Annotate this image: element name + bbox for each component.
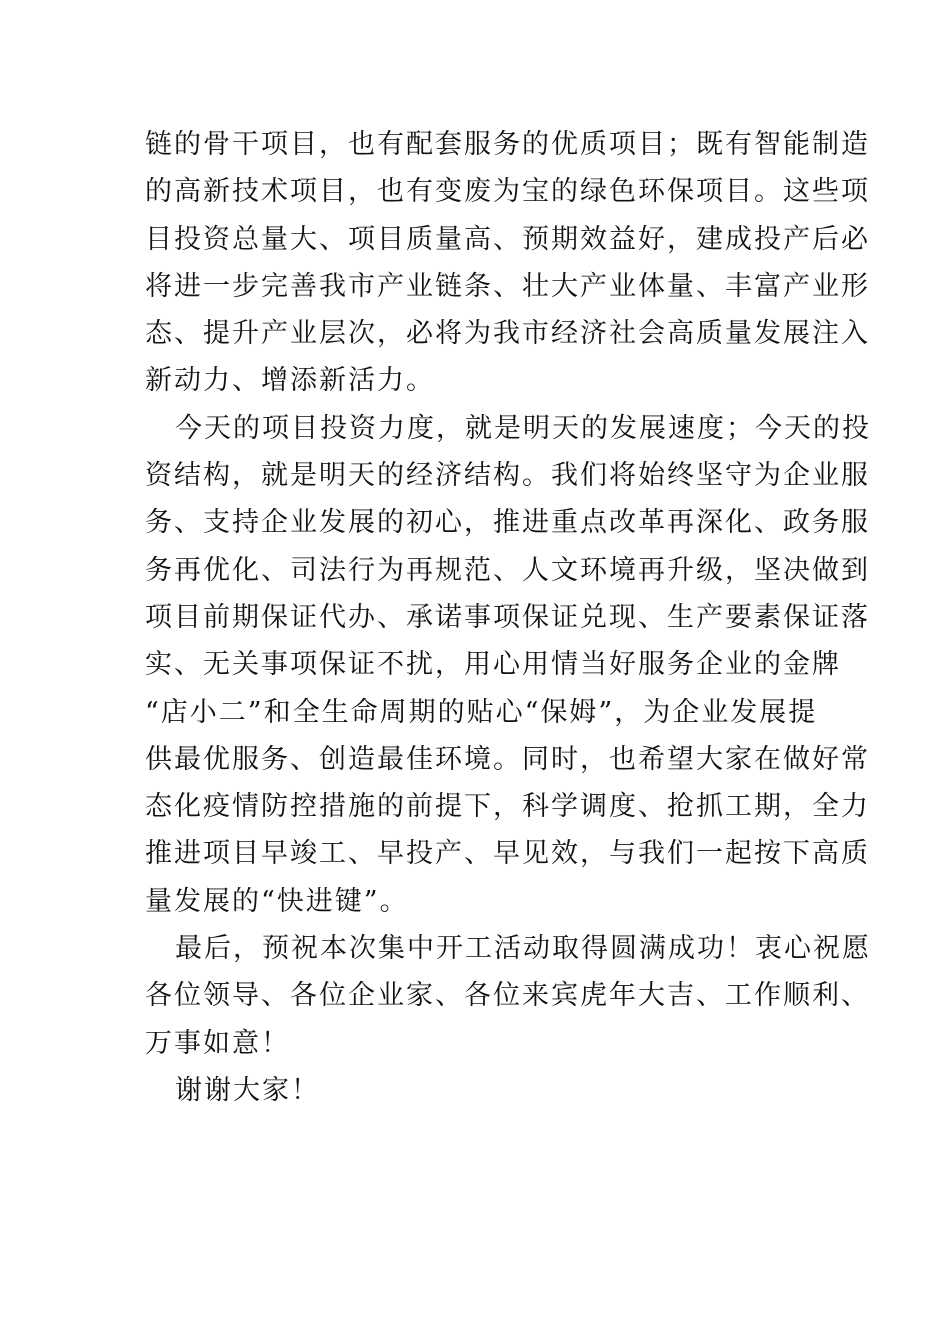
document-body [145,121,871,1114]
paragraph-1-line-3: 目投资总量大、项目质量高、预期效益好，建成投产后必 [145,223,870,255]
paragraph-2-line-10: 推进项目早竣工、早投产、早见效，与我们一起按下高质 [145,838,870,870]
paragraph-2-line-9: 态化疫情防控措施的前提下，科学调度、抢抓工期，全力 [145,791,870,823]
paragraph-1-line-1: 链的骨干项目，也有配套服务的优质项目；既有智能制造 [145,129,870,160]
paragraph-2-line-2: 资结构，就是明天的经济结构。我们将始终坚守为企业服 [145,460,870,492]
paragraph-3-line-1: 最后，预祝本次集中开工活动取得圆满成功！衷心祝愿 [175,933,871,965]
paragraph-2-line-8: 供最优服务、创造最佳环境。同时，也希望大家在做好常 [145,743,870,775]
paragraph-1-line-5: 态、提升产业层次，必将为我市经济社会高质量发展注入 [145,318,870,350]
paragraph-2-line-5: 项目前期保证代办、承诺事项保证兑现、生产要素保证落 [145,601,870,633]
paragraph-1-line-2: 的高新技术项目，也有变废为宝的绿色环保项目。这些项 [145,176,870,208]
paragraph-3-line-2: 各位领导、各位企业家、各位来宾虎年大吉、工作顺利、 [145,980,870,1012]
paragraph-2-line-11: 量发展的“快进键”。 [145,885,409,917]
paragraph-1-line-4: 将进一步完善我市产业链条、壮大产业体量、丰富产业形 [145,270,870,302]
paragraph-2-line-4: 务再优化、司法行为再规范、人文环境再升级，坚决做到 [145,554,870,586]
paragraph-2-line-6: 实、无关事项保证不扰，用心用情当好服务企业的金牌 [145,649,841,681]
paragraph-2-line-7: “店小二”和全生命周期的贴心“保姆”，为企业发展提 [145,696,818,728]
paragraph-2-line-1: 今天的项目投资力度，就是明天的发展速度；今天的投 [175,412,871,444]
closing-thanks: 谢谢大家！ [175,1074,320,1106]
paragraph-2-line-3: 务、支持企业发展的初心，推进重点改革再深化、政务服 [145,507,870,539]
paragraph-1-line-6: 新动力、增添新活力。 [145,365,435,397]
paragraph-3-line-3: 万事如意！ [145,1027,290,1059]
